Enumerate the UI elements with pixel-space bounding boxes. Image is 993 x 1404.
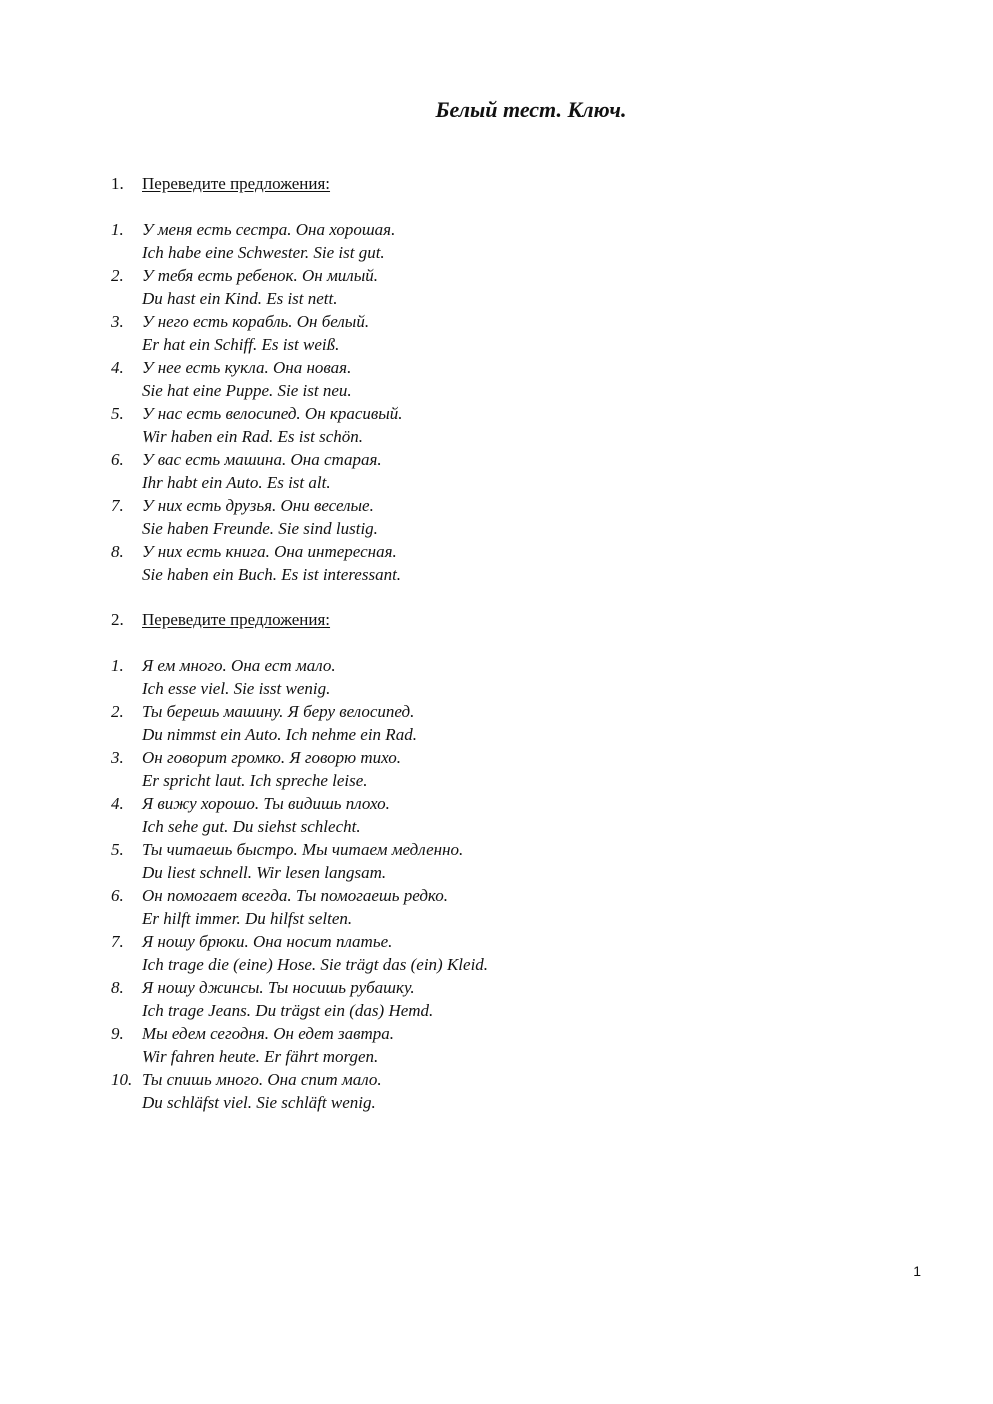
item-number: 7. [111, 932, 124, 951]
section-heading-text: Переведите предложения: [142, 610, 331, 629]
translation-item [111, 448, 871, 494]
german-translation: Ich esse viel. Sie isst wenig. [142, 679, 331, 698]
russian-sentence: Я ношу джинсы. Ты носишь рубашку. [142, 978, 415, 997]
german-translation: Du schläfst viel. Sie schläft wenig. [142, 1093, 376, 1112]
german-translation: Sie haben Freunde. Sie sind lustig. [142, 519, 378, 538]
russian-sentence: У них есть книга. Она интересная. [142, 542, 397, 561]
german-translation: Ich habe eine Schwester. Sie ist gut. [142, 243, 385, 262]
german-translation: Wir fahren heute. Er fährt morgen. [142, 1047, 379, 1066]
section-1 [111, 172, 871, 586]
translation-item [111, 700, 871, 746]
item-number: 5. [111, 840, 124, 859]
russian-sentence: Ты спишь много. Она спит мало. [142, 1070, 382, 1089]
translation-item [111, 746, 871, 792]
section-2 [111, 608, 871, 1114]
item-number: 6. [111, 450, 124, 469]
russian-sentence: У меня есть сестра. Она хорошая. [142, 220, 396, 239]
item-number: 9. [111, 1024, 124, 1043]
german-translation: Ich trage die (eine) Hose. Sie trägt das (ein) Kleid. [142, 955, 489, 974]
section-number: 2. [111, 610, 124, 629]
translation-list [111, 218, 871, 586]
item-number: 7. [111, 496, 124, 515]
item-number: 5. [111, 404, 124, 423]
translation-item [111, 310, 871, 356]
russian-sentence: У них есть друзья. Они веселые. [142, 496, 374, 515]
translation-item [111, 540, 871, 586]
item-number: 4. [111, 794, 124, 813]
item-number: 2. [111, 266, 124, 285]
russian-sentence: У нее есть кукла. Она новая. [142, 358, 352, 377]
russian-sentence: Он говорит громко. Я говорю тихо. [142, 748, 402, 767]
section-heading [111, 172, 871, 195]
german-translation: Ihr habt ein Auto. Es ist alt. [142, 473, 331, 492]
item-number: 3. [111, 312, 124, 331]
german-translation: Er hilft immer. Du hilfst selten. [142, 909, 353, 928]
russian-sentence: У нас есть велосипед. Он красивый. [142, 404, 403, 423]
german-translation: Sie haben ein Buch. Es ist interessant. [142, 565, 402, 584]
item-number: 4. [111, 358, 124, 377]
translation-item [111, 884, 871, 930]
item-number: 6. [111, 886, 124, 905]
russian-sentence: У него есть корабль. Он белый. [142, 312, 370, 331]
german-translation: Sie hat eine Puppe. Sie ist neu. [142, 381, 352, 400]
german-translation: Du liest schnell. Wir lesen langsam. [142, 863, 387, 882]
russian-sentence: Я ношу брюки. Она носит платье. [142, 932, 393, 951]
russian-sentence: Ты читаешь быстро. Мы читаем медленно. [142, 840, 464, 859]
russian-sentence: Мы едем сегодня. Он едет завтра. [142, 1024, 395, 1043]
russian-sentence: У тебя есть ребенок. Он милый. [142, 266, 378, 285]
translation-item [111, 930, 871, 976]
russian-sentence: У вас есть машина. Она старая. [142, 450, 382, 469]
russian-sentence: Я ем много. Она ест мало. [142, 656, 336, 675]
russian-sentence: Я вижу хорошо. Ты видишь плохо. [142, 794, 390, 813]
translation-item [111, 976, 871, 1022]
translation-item [111, 654, 871, 700]
item-number: 1. [111, 220, 124, 239]
section-heading-text: Переведите предложения: [142, 174, 331, 193]
item-number: 2. [111, 702, 124, 721]
german-translation: Du nimmst ein Auto. Ich nehme ein Rad. [142, 725, 417, 744]
translation-item [111, 264, 871, 310]
translation-item [111, 1068, 871, 1114]
section-number: 1. [111, 174, 124, 193]
translation-list [111, 654, 871, 1114]
german-translation: Er spricht laut. Ich spreche leise. [142, 771, 368, 790]
german-translation: Ich sehe gut. Du siehst schlecht. [142, 817, 361, 836]
translation-item [111, 402, 871, 448]
section-heading [111, 608, 871, 631]
german-translation: Wir haben ein Rad. Es ist schön. [142, 427, 363, 446]
item-number: 10. [111, 1070, 133, 1089]
translation-item [111, 792, 871, 838]
page-number: 1 [913, 1263, 921, 1279]
translation-item [111, 356, 871, 402]
item-number: 3. [111, 748, 124, 767]
german-translation: Er hat ein Schiff. Es ist weiß. [142, 335, 340, 354]
item-number: 1. [111, 656, 124, 675]
german-translation: Ich trage Jeans. Du trägst ein (das) Hemd. [142, 1001, 434, 1020]
page-title: Белый тест. Ключ. [435, 97, 627, 122]
russian-sentence: Ты берешь машину. Я беру велосипед. [142, 702, 415, 721]
translation-item [111, 838, 871, 884]
item-number: 8. [111, 542, 124, 561]
german-translation: Du hast ein Kind. Es ist nett. [142, 289, 338, 308]
translation-item [111, 1022, 871, 1068]
item-number: 8. [111, 978, 124, 997]
russian-sentence: Он помогает всегда. Ты помогаешь редко. [142, 886, 448, 905]
translation-item [111, 218, 871, 264]
translation-item [111, 494, 871, 540]
